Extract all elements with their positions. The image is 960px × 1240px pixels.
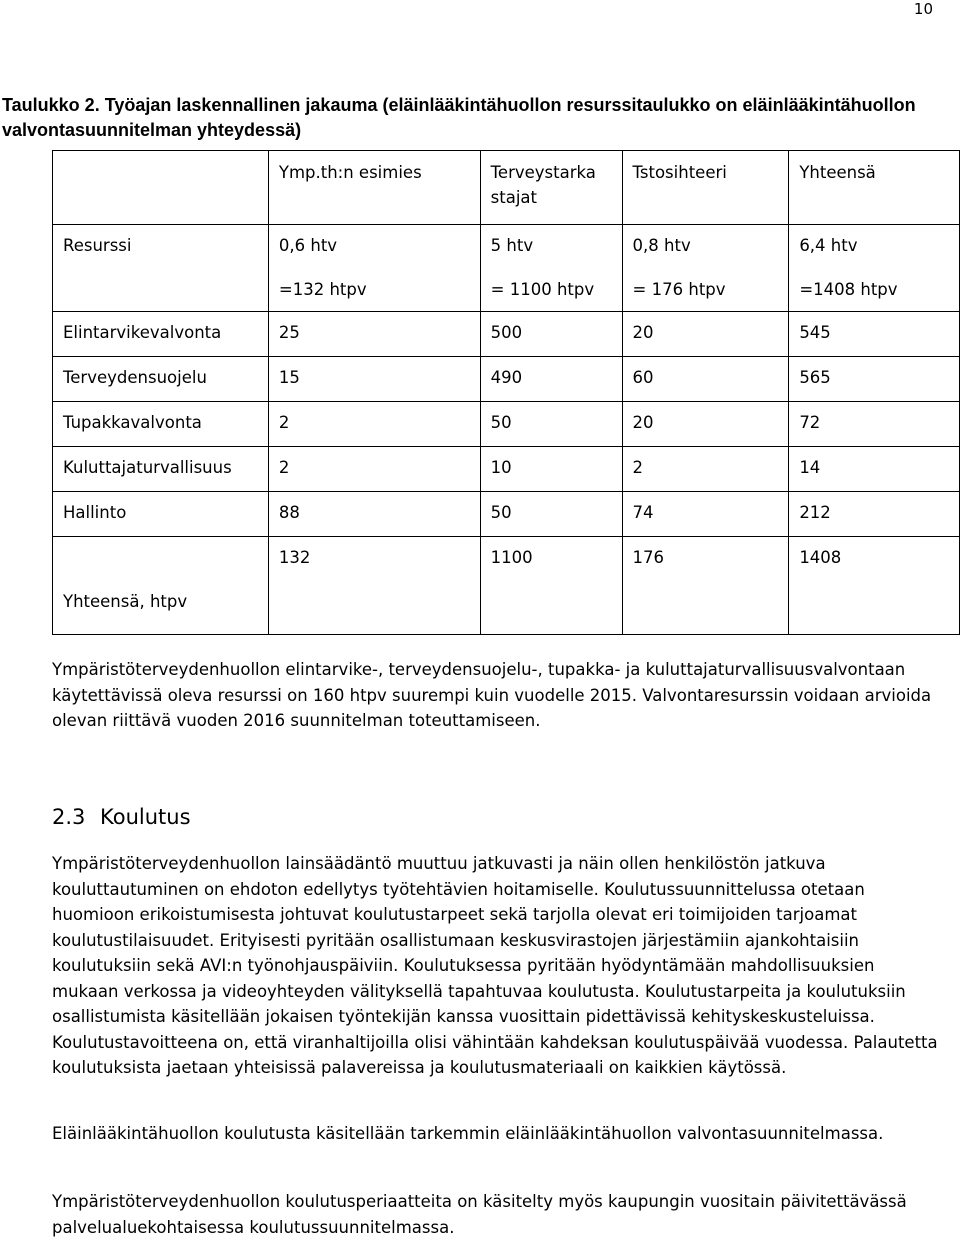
resource-row [53,225,960,312]
htpv-value: = 1100 htpv [490,280,595,299]
table-cell: 74 [622,492,789,537]
htv-value: 6,4 htv [799,236,858,255]
header-cell: Ymp.th:n esimies [268,151,480,225]
header-cell: Terveystarka stajat [480,151,622,225]
training-principles-paragraph: Ympäristöterveydenhuollon koulutusperiaatteita on käsitelty myös kaupungin vuositain päivitettävässä palvelualuekohtaisessa koulutussuunnitelmassa. [52,1192,907,1237]
table-cell: 50 [480,492,622,537]
table-cell: 15 [268,357,480,402]
table-cell [622,225,789,312]
row-label: Terveydensuojelu [53,357,269,402]
table-cell: 1100 [480,537,622,635]
table-cell: 2 [622,447,789,492]
total-label: Yhteensä, htpv [63,592,188,611]
row-label: Hallinto [53,492,269,537]
header-cell: Tstosihteeri [622,151,789,225]
row-label: Kuluttajaturvallisuus [53,447,269,492]
page-number: 10 [913,0,933,18]
table-row [53,492,960,537]
table-row [53,312,960,357]
table-cell: 500 [480,312,622,357]
table-cell: 1408 [789,537,960,635]
htpv-value: =132 htpv [278,280,367,299]
row-label: Tupakkavalvonta [53,402,269,447]
table-cell: 20 [622,312,789,357]
total-row [53,537,960,635]
table-cell: 490 [480,357,622,402]
section-heading [52,803,191,831]
table-cell: 20 [622,402,789,447]
table-row [53,357,960,402]
section-number: 2.3 [52,805,86,829]
header-empty-cell [53,151,269,225]
table-cell: 14 [789,447,960,492]
workload-table [52,150,960,635]
table-cell: 10 [480,447,622,492]
table-cell: 565 [789,357,960,402]
table-cell [480,225,622,312]
table-cell [789,225,960,312]
section-title: Koulutus [100,805,191,829]
table-cell: 545 [789,312,960,357]
table-caption: Taulukko 2. Työajan laskennallinen jakauma (eläinlääkintähuollon resurssitaulukko on eläinlääkintähuollon valvontasuunnitelman yhteydessä) [2,95,916,140]
table-cell: 60 [622,357,789,402]
htv-value: 5 htv [490,236,534,255]
row-label: Elintarvikevalvonta [53,312,269,357]
table-cell: 176 [622,537,789,635]
table-cell: 25 [268,312,480,357]
table-row [53,447,960,492]
table-cell [268,225,480,312]
table-header-row [53,151,960,225]
table-row [53,402,960,447]
row-label: Resurssi [53,225,269,312]
table-cell: 132 [268,537,480,635]
training-paragraph: Ympäristöterveydenhuollon lainsäädäntö muuttuu jatkuvasti ja näin ollen henkilöstön jatkuva kouluttautuminen on ehdoton edellytys työtehtävien hoitamiselle. Koulutussuunnittelussa otetaan huomioon erikoistumisesta johtuvat koulutustarpeet sekä tarjolla olevat eri toimijoiden tarjoamat koulutustilaisuudet. Erityisesti pyritään osallistumaan keskusvirastojen järjestämiin ajankohtaisiin koulutuksiin sekä AVI:n työnohjauspäiviin. Koulutuksessa pyritään hyödyntämään mahdollisuuksien mukaan verkossa ja videoyhteyden välityksellä tapahtuvaa koulutusta. Koulutustarpeita ja koulutuksiin osallistumista käsitellään jokaisen työntekijän kanssa vuosittain pidettävissä kehityskeskusteluissa. Koulutustavoitteena on, että viranhaltijoilla olisi vähintään kahdeksan koulutuspäivää vuodessa. Palautetta koulutuksista jaetaan yhteisissä palavereissa ja koulutusmateriaali on kaikkien käytössä. [52,854,938,1077]
row-label [53,537,269,635]
table-cell: 2 [268,402,480,447]
resource-summary-paragraph: Ympäristöterveydenhuollon elintarvike-, terveydensuojelu-, tupakka- ja kuluttajaturvallisuusvalvontaan käytettävissä oleva resurssi on 160 htpv suurempi kuin vuodelle 2015. Valvontaresurssin voidaan arvioida olevan riittävä vuoden 2016 suunnitelman toteuttamiseen. [52,660,932,730]
header-cell: Yhteensä [789,151,960,225]
table-cell: 2 [268,447,480,492]
htv-value: 0,6 htv [278,236,338,255]
htpv-value: = 176 htpv [632,280,726,299]
table-cell: 50 [480,402,622,447]
htv-value: 0,8 htv [632,236,691,255]
table-cell: 88 [268,492,480,537]
veterinary-training-paragraph: Eläinlääkintähuollon koulutusta käsitellään tarkemmin eläinlääkintähuollon valvontasuunnitelmassa. [52,1124,884,1143]
htpv-value: =1408 htpv [799,280,898,299]
table-cell: 212 [789,492,960,537]
table-cell: 72 [789,402,960,447]
